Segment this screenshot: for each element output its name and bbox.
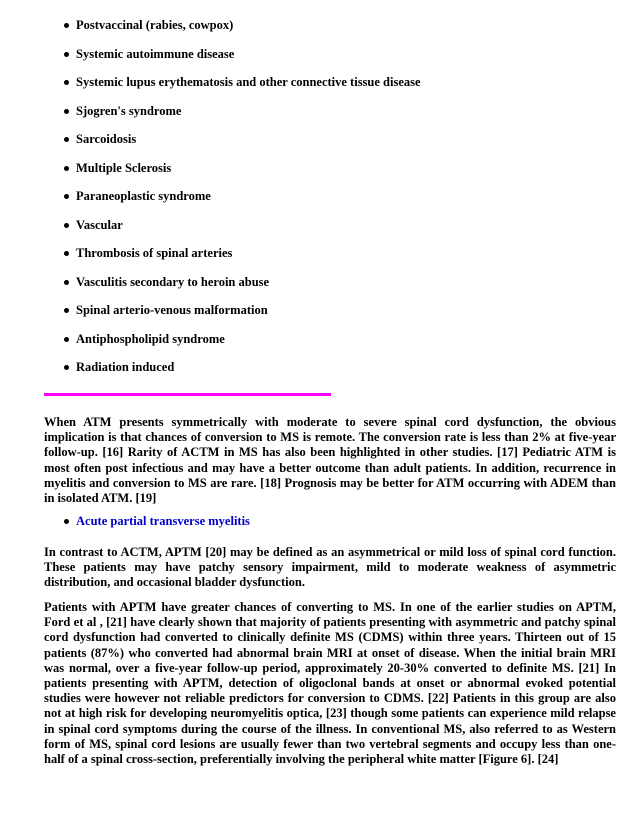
list-item — [0, 296, 638, 325]
bullet-dot-icon — [64, 223, 69, 228]
list-item — [0, 239, 638, 268]
bullet-dot-icon — [64, 109, 69, 114]
list-item-text: Thrombosis of spinal arteries — [76, 246, 233, 260]
list-item-text: Vasculitis secondary to heroin abuse — [76, 274, 270, 289]
bullet-dot-icon — [64, 166, 69, 171]
list-item-text: Sjogren's syndrome — [76, 103, 182, 118]
list-item-text: Antiphospholipid syndrome — [76, 331, 225, 346]
bullet-dot-icon — [64, 23, 69, 28]
bullet-dot-icon — [64, 137, 69, 142]
list-item — [0, 125, 638, 154]
bullet-dot-icon — [64, 251, 69, 256]
list-item — [0, 40, 638, 69]
paragraph-atm-symmetric: When ATM presents symmetrically with moderate to severe spinal cord dysfunction, the obvious implication is that chances of conversion to MS is remote. The conversion rate is less than 2% at five-year follow-up. [16] Rarity of ACTM in MS has also been highlighted in other studies. [17] Pediatric ATM is most often post infectious and may have a better outcome than adult patients. In addition, recurrence in myelitis and conversion to MS are rare. [18] Prognosis may be better for ATM occurring with ADEM than in isolated ATM. [19] — [44, 415, 616, 506]
list-item-text: Systemic lupus erythematosis and other connective tissue disease — [76, 75, 421, 89]
paragraph-aptm-conversion: Patients with APTM have greater chances of converting to MS. In one of the earlier studies on APTM, Ford et al , [21] have clearly shown that majority of patients presenting with asymmetric and patchy spinal cord dysfunction had converted to clinically definite MS (CDMS) within three years. Thirteen out of 15 patients (87%) who converted had abnormal brain MRI at onset of disease. When the initial brain MRI was normal, over a five-year follow-up period, approximately 20-30% converted to definite MS. [21] In patients presenting with APTM, detection of oligoclonal bands at onset or abnormal evoked potential studies were however not reliable predictors for conversion to CDMS. [22] Patients in this group are also not at high risk for developing neuromyelitis optica, [23] though some patients can experience mild relapse in spinal cord symptoms during the course of the illness. In conventional MS, also referred to as Western form of MS, spinal cord lesions are usually fewer than two vertebral segments and occupy less than one-half of a spinal cross-section, preferentially involving the peripheral white matter [Figure 6]. [24] — [44, 600, 616, 767]
bullet-dot-icon — [64, 308, 69, 313]
bullet-dot-icon — [64, 280, 69, 285]
bullet-dot-icon — [64, 337, 69, 342]
list-item — [0, 268, 638, 297]
acute-partial-transverse-myelitis-link[interactable]: Acute partial transverse myelitis — [76, 514, 250, 528]
list-item — [0, 182, 638, 211]
paragraph-aptm-definition: In contrast to ACTM, APTM [20] may be defined as an asymmetrical or mild loss of spinal cord function. These patients may have patchy sensory impairment, mild to moderate weakness of asymmetric distribution, and occasional bladder dysfunction. — [44, 545, 616, 590]
list-item-text: Spinal arterio-venous malformation — [76, 303, 268, 317]
etiology-bullet-list — [0, 11, 638, 382]
list-item — [0, 211, 638, 240]
list-item — [0, 11, 638, 40]
list-item — [0, 325, 638, 354]
list-item-text: Sarcoidosis — [76, 132, 137, 146]
list-item — [0, 154, 638, 183]
section-divider — [44, 393, 331, 396]
list-item — [0, 68, 638, 97]
list-item-text: Radiation induced — [76, 360, 175, 374]
bullet-dot-icon — [64, 365, 69, 370]
list-item-text: Vascular — [76, 217, 123, 232]
list-item-text: Systemic autoimmune disease — [76, 46, 235, 61]
list-item — [0, 97, 638, 126]
bullet-dot-icon — [64, 80, 69, 85]
section-heading-item — [0, 512, 638, 530]
list-item-text: Multiple Sclerosis — [76, 160, 172, 175]
list-item-text: Postvaccinal (rabies, cowpox) — [76, 18, 234, 32]
bullet-dot-icon — [64, 519, 69, 524]
list-item-text: Paraneoplastic syndrome — [76, 189, 211, 203]
list-item — [0, 353, 638, 382]
bullet-dot-icon — [64, 52, 69, 57]
bullet-dot-icon — [64, 194, 69, 199]
